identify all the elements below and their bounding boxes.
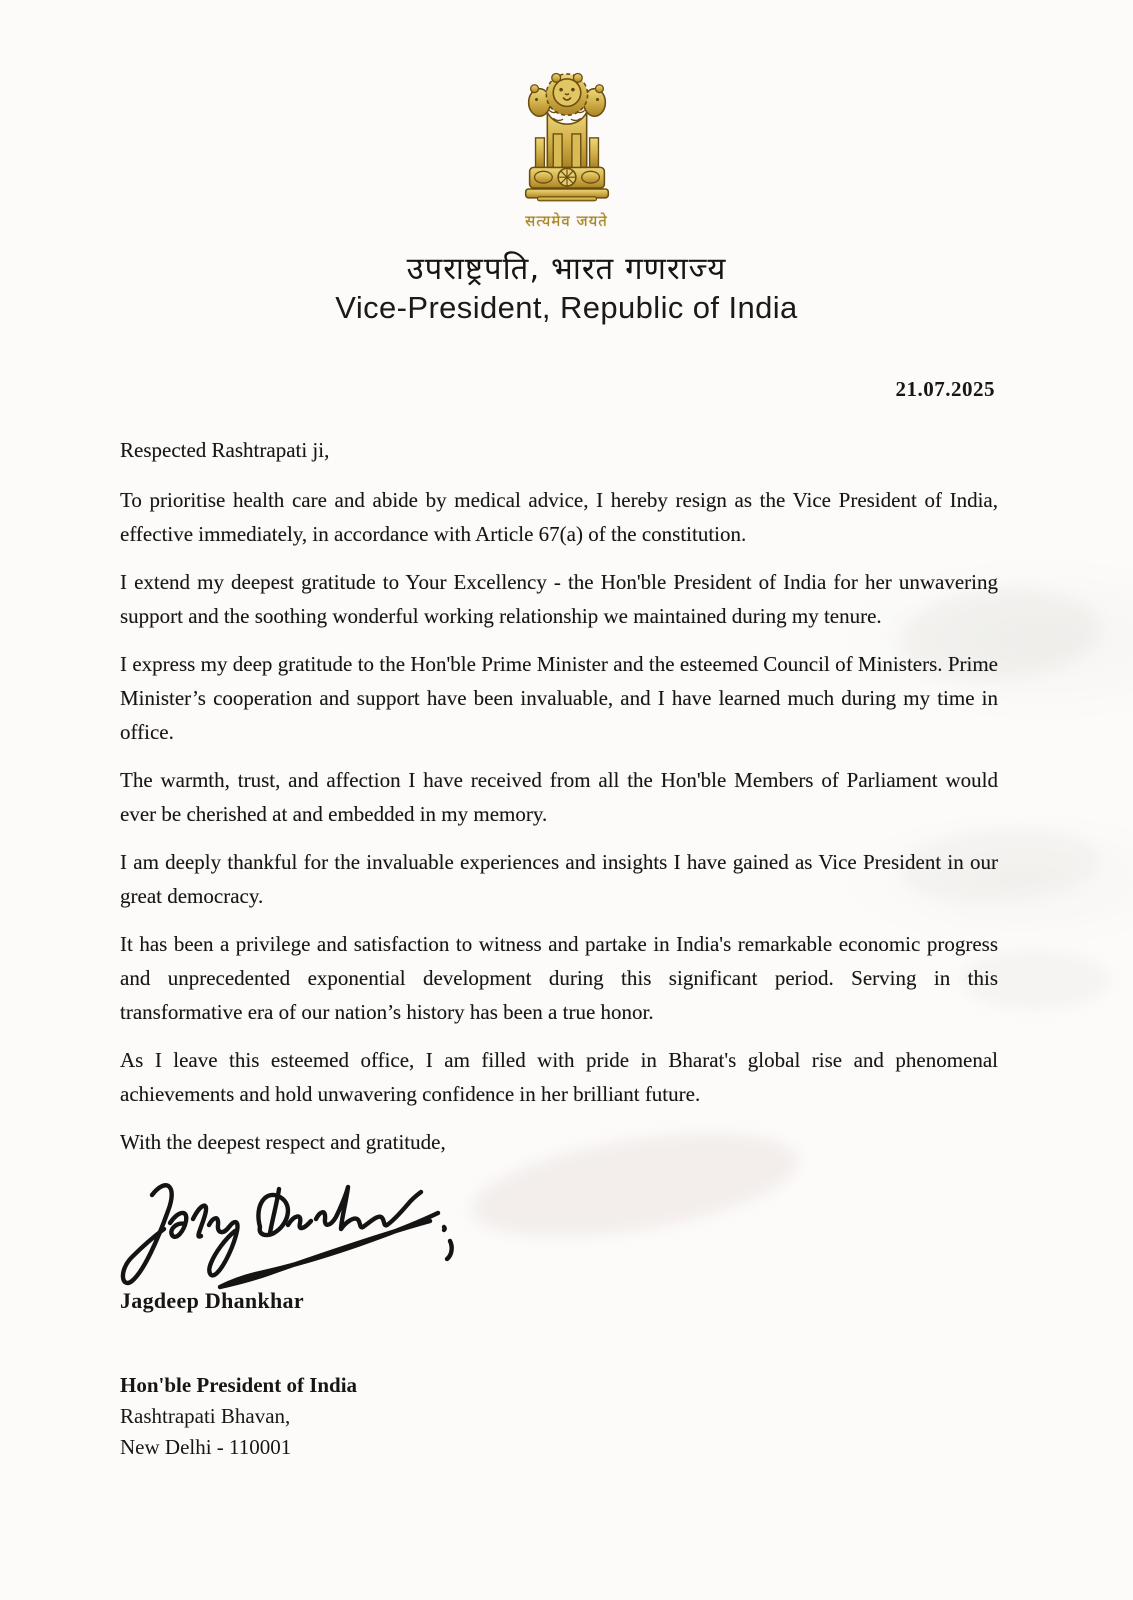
recipient-address — [120, 1370, 357, 1463]
paragraph-6: It has been a privilege and satisfaction to witness and partake in India's remarkable economic progress and unprecedented exponential development during this significant period. Serving in this transformative era of our nation’s history has been a true honor. — [120, 932, 998, 1024]
paragraph-5: I am deeply thankful for the invaluable experiences and insights I have gained as Vice President in our great democracy. — [120, 850, 998, 908]
office-title-english: Vice-President, Republic of India — [335, 290, 798, 325]
recipient-address-line2: New Delhi - 110001 — [120, 1435, 292, 1459]
paragraph-4: The warmth, trust, and affection I have received from all the Hon'ble Members of Parliament would ever be cherished at and embedded in my memory. — [120, 768, 998, 826]
letterhead — [0, 55, 1133, 326]
paragraph-2: I extend my deepest gratitude to Your Excellency - the Hon'ble President of India for her unwavering support and the soothing wonderful working relationship we maintained during my tenure. — [120, 570, 998, 628]
office-title-hindi: उपराष्ट्रपति, भारत गणराज्य — [406, 251, 727, 287]
paragraph-3: I express my deep gratitude to the Hon'ble Prime Minister and the esteemed Council of Ministers. Prime Minister’s cooperation and support have been invaluable, and I have learned much during my time in office. — [120, 652, 998, 744]
paragraph-7: As I leave this esteemed office, I am filled with pride in Bharat's global rise and phenomenal achievements and hold unwavering confidence in her brilliant future. — [120, 1048, 998, 1106]
closing-line: With the deepest respect and gratitude, — [120, 1130, 446, 1154]
emblem-motto: सत्यमेव जयते — [525, 212, 608, 230]
paragraph-1: To prioritise health care and abide by medical advice, I hereby resign as the Vice President of India, effective immediately, in accordance with Article 67(a) of the constitution. — [120, 488, 998, 546]
signature-image — [108, 1165, 480, 1297]
letter-body — [120, 433, 998, 1173]
recipient-address-line1: Rashtrapati Bhavan, — [120, 1404, 291, 1428]
emblem-wrap — [508, 55, 626, 231]
salutation: Respected Rashtrapati ji, — [120, 438, 330, 462]
national-emblem-icon — [508, 55, 626, 205]
letter-date: 21.07.2025 — [895, 377, 995, 401]
recipient-name: Hon'ble President of India — [120, 1373, 358, 1397]
signatory-name: Jagdeep Dhankhar — [120, 1288, 304, 1313]
